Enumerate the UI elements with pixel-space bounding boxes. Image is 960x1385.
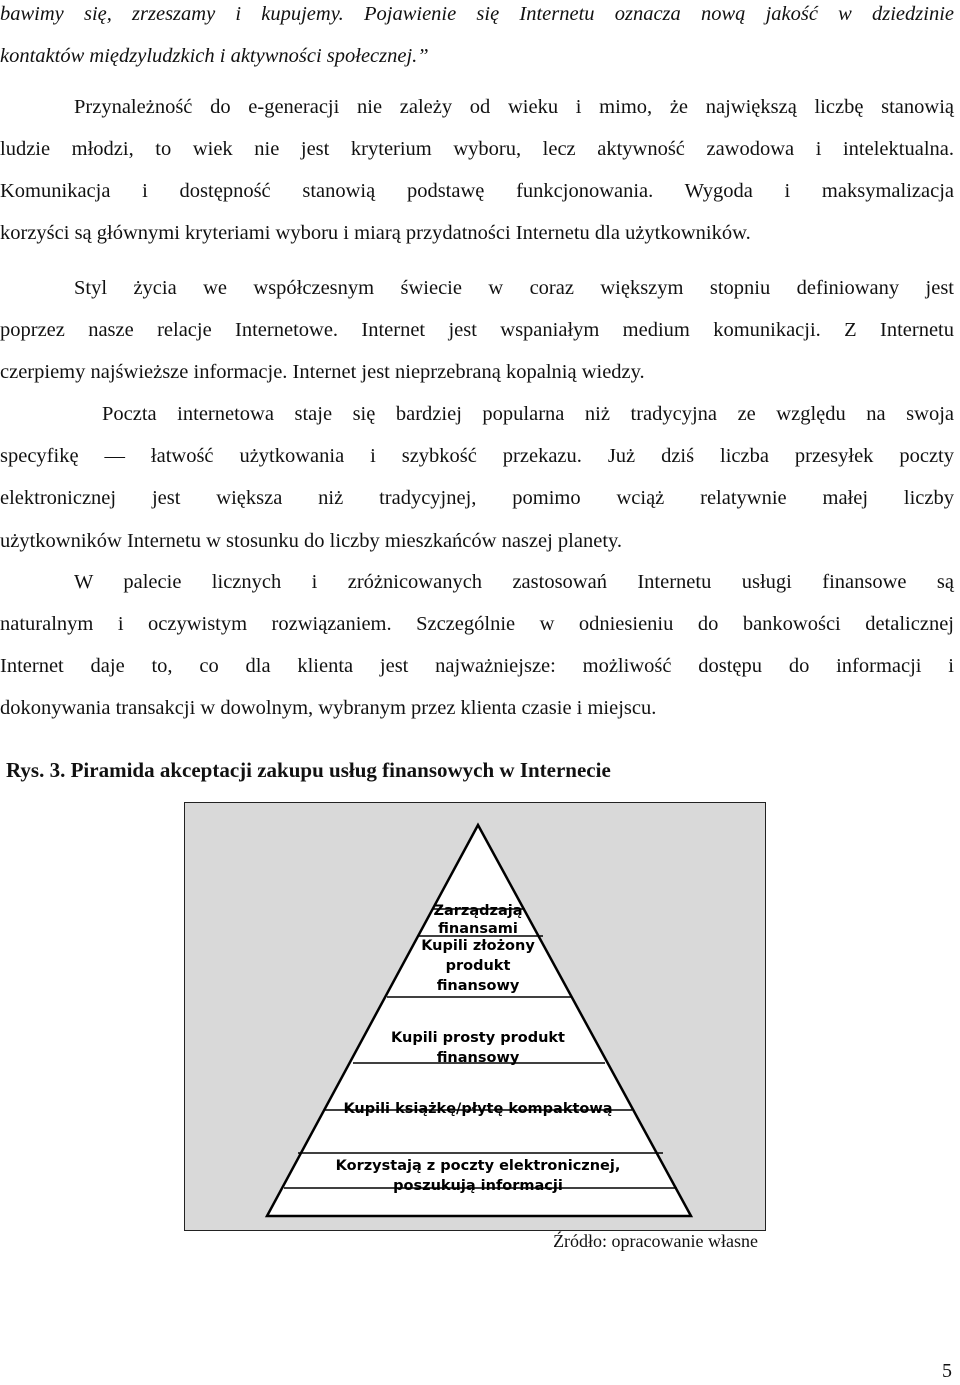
body-line: korzyści są głównymi kryteriami wyboru i miarą przydatności Internetu dla użytkowników. (0, 222, 751, 244)
body-line: W palecie licznych i zróżnicowanych zastosowań Internetu usługi finansowe są (74, 571, 954, 593)
pyramid-level-2-label: finansowy (436, 978, 520, 994)
body-line: kontaktów międzyludzkich i aktywności społecznej.” (0, 45, 429, 67)
figure-caption: Rys. 3. Piramida akceptacji zakupu usług finansowych w Internecie (6, 758, 611, 782)
body-line: naturalnym i oczywistym rozwiązaniem. Szczególnie w odniesieniu do bankowości detalicznej (0, 613, 954, 635)
figure-source: Źródło: opracowanie własne (553, 1231, 758, 1251)
body-line: bawimy się, zrzeszamy i kupujemy. Pojawienie się Internetu oznacza nową jakość w dziedzinie (0, 3, 954, 25)
pyramid-level-3-label: Kupili prosty produkt (391, 1030, 565, 1046)
pyramid-level-4-label: Kupili książkę/płytę kompaktową (343, 1101, 613, 1117)
body-line: poprzez nasze relacje Internetowe. Internet jest wspaniałym medium komunikacji. Z Internetu (0, 319, 954, 341)
body-line: elektronicznej jest większa niż tradycyjnej, pomimo wciąż relatywnie małej liczby (0, 487, 954, 509)
body-line: Poczta internetowa staje się bardziej popularna niż tradycyjna ze względu na swoja (102, 403, 954, 425)
pyramid-level-5-label: poszukują informacji (393, 1178, 563, 1194)
body-line: Internet daje to, co dla klienta jest najważniejsze: możliwość dostępu do informacji i (0, 655, 954, 677)
body-line: specyfikę — łatwość użytkowania i szybkość przekazu. Już dziś liczba przesyłek poczty (0, 445, 954, 467)
body-line: czerpiemy najświeższe informacje. Internet jest nieprzebraną kopalnią wiedzy. (0, 361, 645, 383)
body-line: Styl życia we współczesnym świecie w coraz większym stopniu definiowany jest (74, 277, 954, 299)
page-number: 5 (942, 1360, 952, 1382)
pyramid-figure (184, 802, 766, 1231)
body-line: Przynależność do e-generacji nie zależy od wieku i mimo, że największą liczbę stanowią (74, 96, 954, 118)
body-line: dokonywania transakcji w dowolnym, wybranym przez klienta czasie i miejscu. (0, 697, 657, 719)
body-line: ludzie młodzi, to wiek nie jest kryterium wyboru, lecz aktywność zawodowa i intelektualna. (0, 138, 954, 160)
pyramid-level-5-label: Korzystają z poczty elektronicznej, (335, 1158, 621, 1174)
pyramid-level-2-label: produkt (445, 958, 511, 974)
pyramid-level-3-label: finansowy (436, 1050, 520, 1066)
body-line: użytkowników Internetu w stosunku do liczby mieszkańców naszej planety. (0, 530, 623, 552)
pyramid-level-1-label: finansami (438, 921, 518, 934)
pyramid-level-2-label: Kupili złożony (421, 938, 535, 954)
body-line: Komunikacja i dostępność stanowią podstawę funkcjonowania. Wygoda i maksymalizacja (0, 180, 954, 202)
pyramid-level-1-label: Zarządzają (433, 903, 523, 919)
